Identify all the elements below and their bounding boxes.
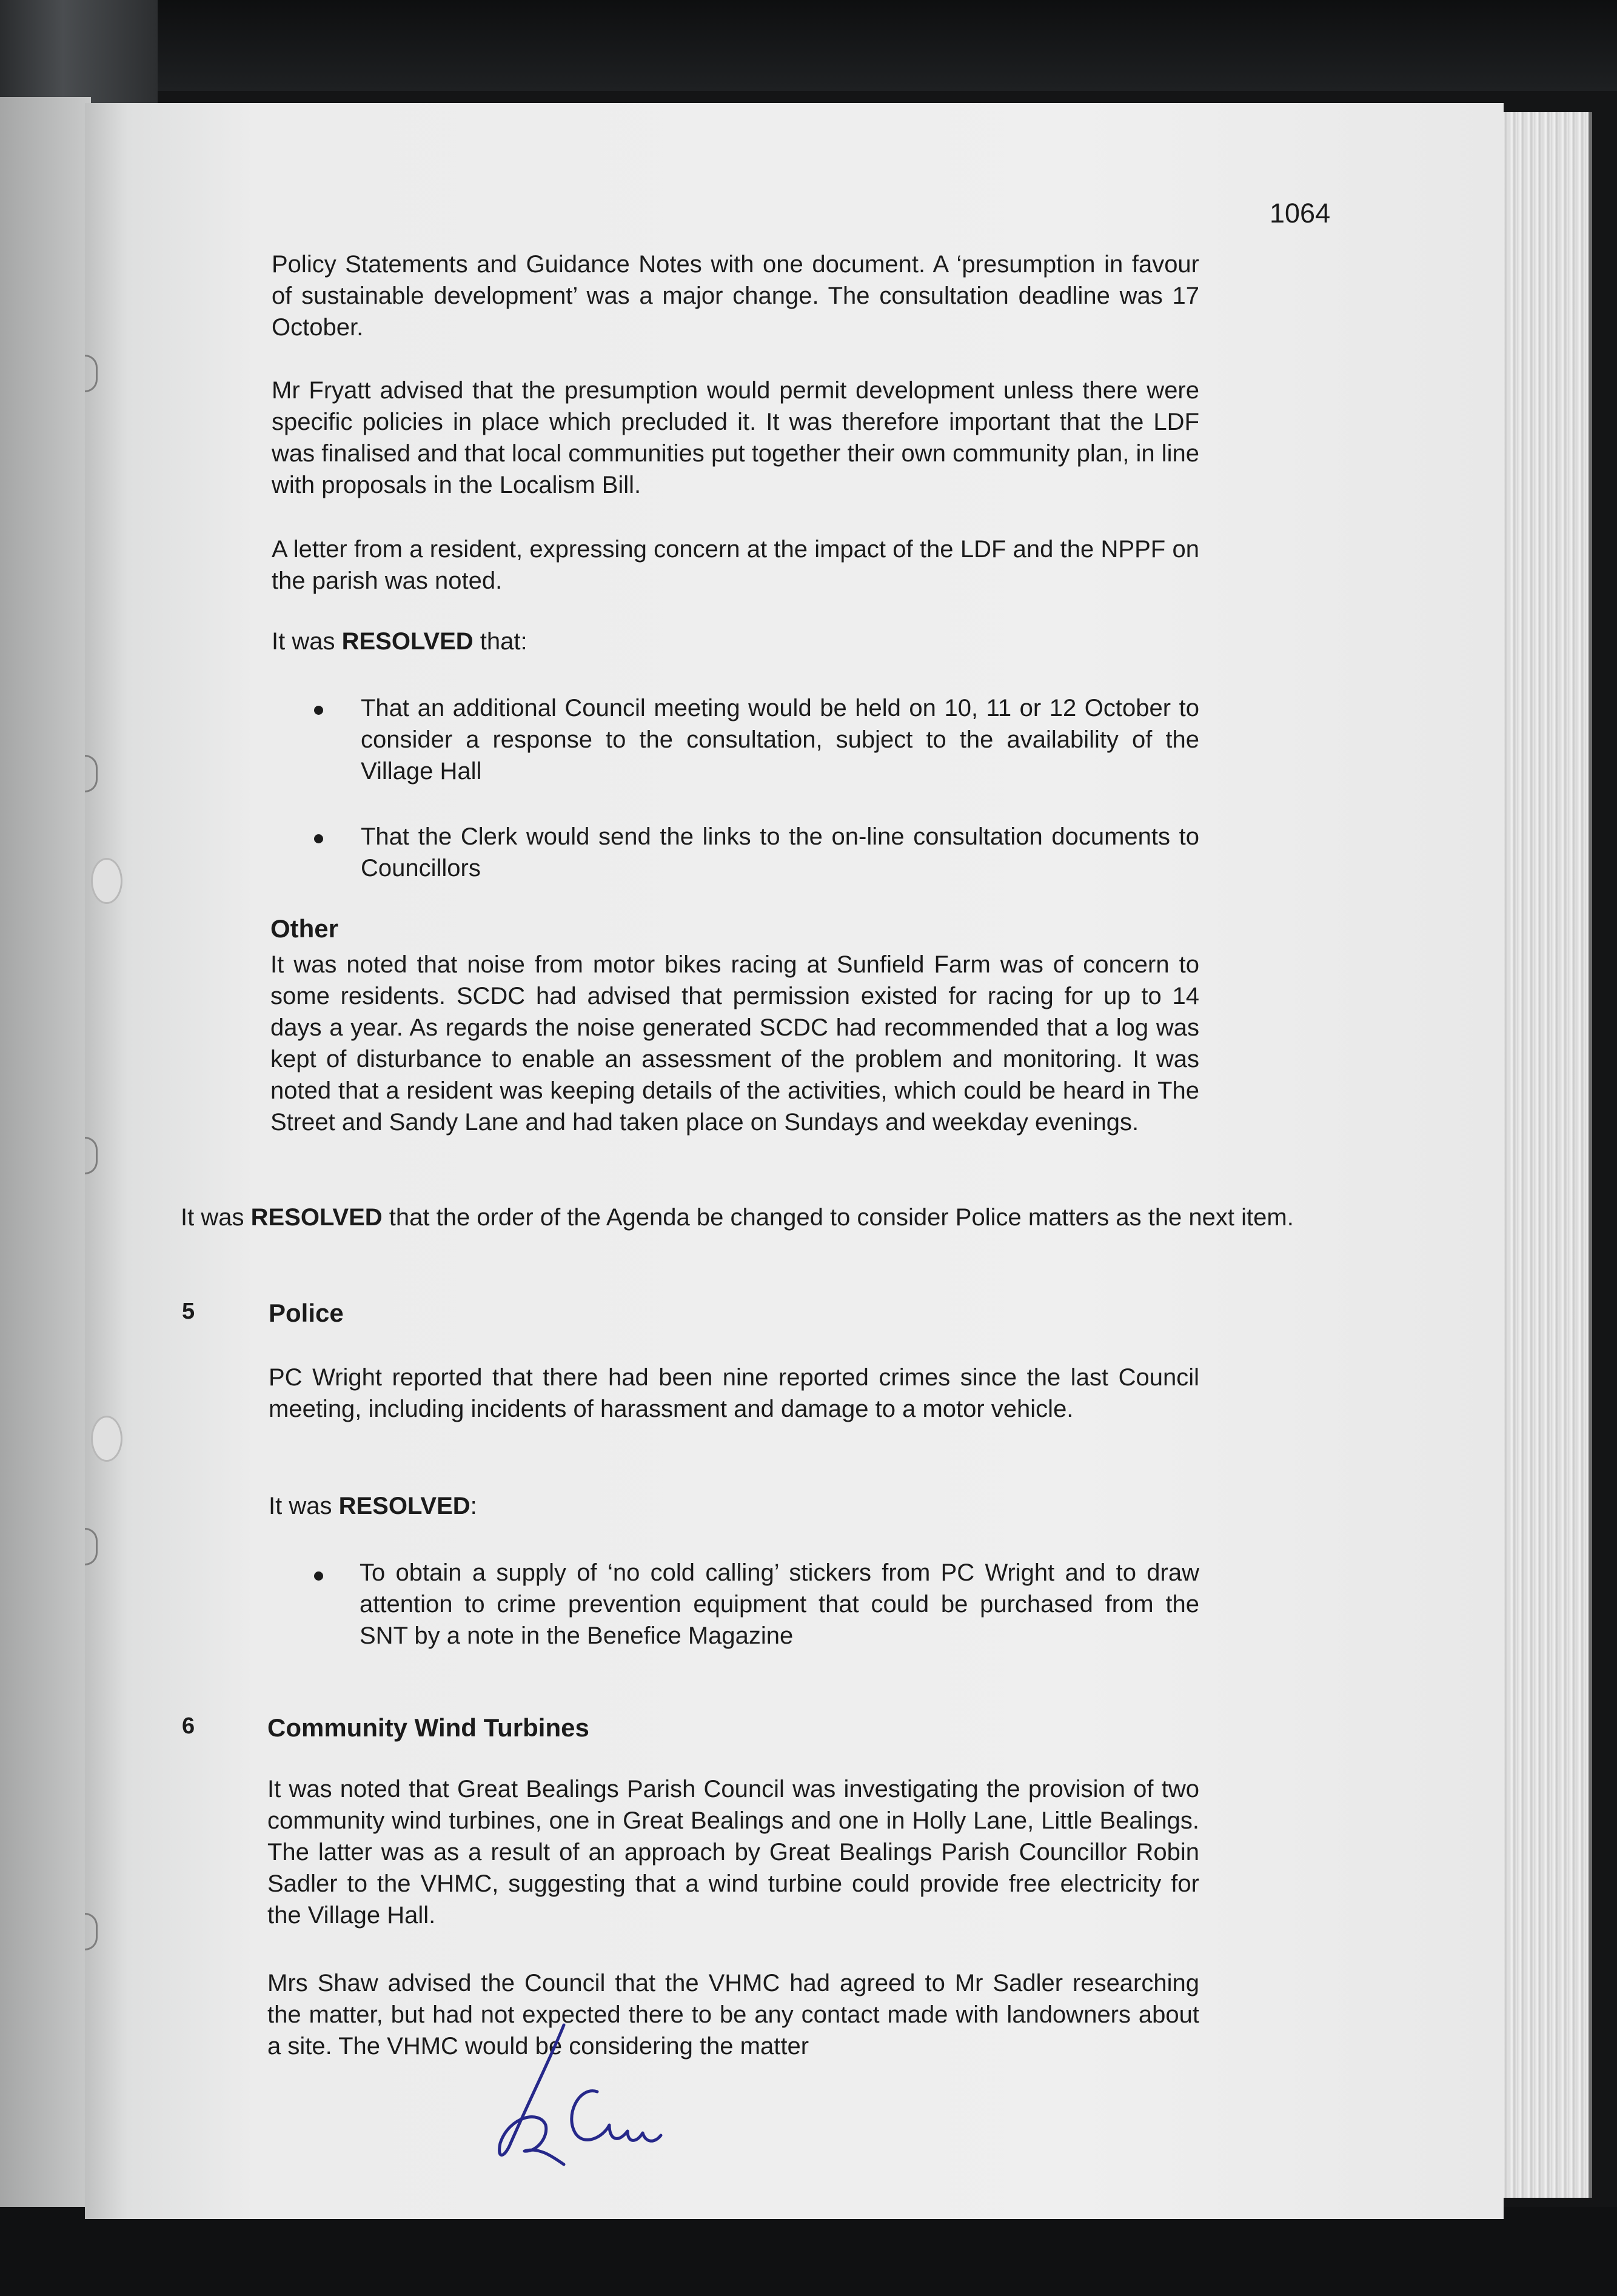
agenda-pre: It was	[181, 1204, 251, 1231]
resolved2-keyword: RESOLVED	[338, 1493, 470, 1519]
intro-paragraph	[272, 249, 1199, 343]
bullet-item-1	[361, 692, 1199, 787]
police-text: PC Wright reported that there had been nine reported crimes since the last Council meeting, including incidents of harassment and damage to a motor vehicle.	[269, 1364, 1199, 1422]
bullet-text-1: That an additional Council meeting would be held on 10, 11 or 12 October to consider a response to the consultation, subject to the availability of the Village Hall	[361, 695, 1199, 785]
letter-text: A letter from a resident, expressing concern at the impact of the LDF and the NPPF on the parish was noted.	[272, 536, 1199, 594]
fryatt-paragraph	[272, 375, 1199, 501]
agenda-text	[181, 1202, 1376, 1233]
binder-bottom-edge	[0, 2207, 1617, 2296]
page-stack-edge	[1491, 112, 1592, 2198]
bullet-text-3: To obtain a supply of ‘no cold calling’ stickers from PC Wright and to draw attention to crime prevention equipment that could be purchased from the SNT by a note in the Benefice Magazine	[360, 1559, 1199, 1649]
page-number: 1064	[1270, 198, 1331, 229]
agenda-post: that the order of the Agenda be changed to consider Police matters as the next item.	[382, 1204, 1294, 1231]
punch-hole	[91, 858, 122, 904]
facing-page-edge	[0, 97, 91, 2213]
bullet-item-2	[361, 821, 1199, 884]
resolved-pre: It was	[272, 628, 342, 655]
shaw-text: Mrs Shaw advised the Council that the VHMC had agreed to Mr Sadler researching the matter, but had not expected there to be any contact made with landowners about a site. The VHMC would be considering the matter	[267, 1970, 1199, 2060]
handwritten-signature	[473, 1995, 691, 2177]
bullet-icon	[314, 1571, 323, 1581]
other-text: It was noted that noise from motor bikes racing at Sunfield Farm was of concern to some residents. SCDC had advised that permission existed for racing for up to 14 days a year. As regards the noise generated SCDC had recommended that a log was kept of disturbance to enable an assessment of the problem and monitoring. It was noted that a resident was keeping details of the activities, which could be heard in The Street and Sandy Lane and had taken place on Sundays and weekday evenings.	[270, 951, 1199, 1136]
resolved2-pre: It was	[269, 1493, 339, 1519]
resolved-line-2	[269, 1490, 1199, 1522]
wind-turbines-heading: Community Wind Turbines	[267, 1713, 589, 1742]
other-paragraph	[270, 949, 1199, 1138]
fryatt-text: Mr Fryatt advised that the presumption would permit development unless there were specific policies in place which precluded it. It was therefore important that the LDF was finalised and that local communities put together their own community plan, in line with proposals in the Localism Bill.	[272, 377, 1199, 498]
binder-top-edge	[0, 0, 1617, 91]
bullet-icon	[314, 834, 323, 843]
item-number-5: 5	[182, 1299, 195, 1324]
resolved-line-1	[272, 626, 1199, 657]
other-heading: Other	[270, 914, 339, 943]
resolved2-post: :	[470, 1493, 477, 1519]
bullet-item-3	[360, 1557, 1199, 1652]
bullet-icon	[314, 706, 323, 715]
shaw-paragraph	[267, 1967, 1199, 2062]
agenda-resolution	[181, 1202, 1376, 1233]
item-number-6: 6	[182, 1713, 195, 1739]
police-paragraph	[269, 1362, 1199, 1425]
resolved-keyword: RESOLVED	[341, 628, 474, 655]
punch-hole	[91, 1416, 122, 1462]
police-heading: Police	[269, 1299, 344, 1327]
letter-paragraph	[272, 534, 1199, 597]
resolved-post: that:	[473, 628, 527, 655]
intro-text: Policy Statements and Guidance Notes with one document. A ‘presumption in favour of sustainable development’ was a major change. The consultation deadline was 17 October.	[272, 251, 1199, 341]
bullet-text-2: That the Clerk would send the links to the on-line consultation documents to Councillors	[361, 823, 1199, 882]
agenda-keyword: RESOLVED	[250, 1204, 383, 1231]
wind-text: It was noted that Great Bealings Parish Council was investigating the provision of two community wind turbines, one in Great Bealings and one in Holly Lane, Little Bealings. The latter was as a result of an approach by Great Bealings Parish Councillor Robin Sadler to the VHMC, suggesting that a wind turbine could provide free electricity for the Village Hall.	[267, 1776, 1199, 1929]
wind-paragraph	[267, 1773, 1199, 1931]
